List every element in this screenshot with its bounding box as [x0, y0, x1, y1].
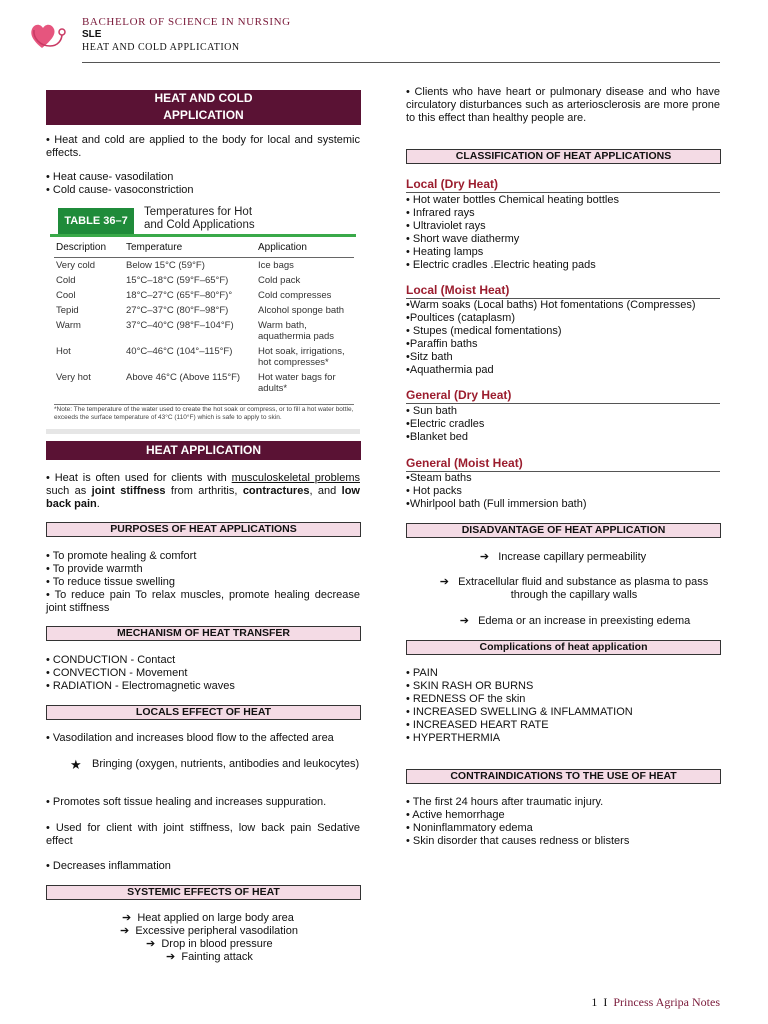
list-item: • Stupes (medical fomentations): [406, 325, 562, 337]
section-rule: [406, 403, 720, 404]
mechanism-list: [46, 654, 360, 693]
table-cell: Very hot: [56, 372, 91, 383]
list-item: • Noninflammatory edema: [406, 822, 533, 834]
table-cell: Alcohol sponge bath: [258, 305, 345, 316]
list-item: • Active hemorrhage: [406, 809, 505, 821]
table-row: [54, 288, 354, 303]
systemic-text: Fainting attack: [181, 951, 253, 963]
heat-used-part: from arthritis,: [165, 485, 243, 497]
arrow-right-icon: ➔: [166, 951, 176, 963]
list-item: •Sitz bath: [406, 351, 453, 363]
local-dry-title: Local (Dry Heat): [406, 177, 499, 191]
list-item: •Warm soaks (Local baths) Hot fomentations (Compresses): [406, 299, 696, 311]
heat-used-bold: contractures: [242, 485, 310, 497]
arrow-right-icon: ➔: [479, 551, 490, 563]
systemic-item: [166, 951, 356, 964]
systemic-text: Excessive peripheral vasodilation: [135, 925, 298, 937]
list-item: •Blanket bed: [406, 431, 468, 443]
table-cell: Warm: [56, 320, 81, 331]
table-row: [54, 258, 354, 274]
table-header: Application: [256, 238, 354, 258]
list-item: • Short wave diathermy: [406, 233, 520, 245]
list-item: • The first 24 hours after traumatic injury.: [406, 796, 604, 808]
table-row: [54, 273, 354, 288]
table-cell: Tepid: [56, 305, 79, 316]
clients-text: • Clients who have heart or pulmonary disease and who have circulatory disturbances such as arteriosclerosis are more prone to this effect than healthy people are.: [406, 86, 720, 124]
table-shadow: [46, 429, 360, 434]
page-number: 1: [591, 995, 598, 1009]
list-item: • CONVECTION - Movement: [46, 667, 188, 679]
table-cell: Cold pack: [258, 275, 301, 286]
temperature-table: [46, 204, 360, 434]
list-item: • Ultraviolet rays: [406, 220, 486, 232]
contraindications-list: [406, 796, 720, 848]
table-title: [144, 206, 255, 232]
main-title-line1: HEAT AND COLD: [154, 91, 253, 105]
general-dry-list: [406, 405, 720, 444]
heat-application-box: HEAT APPLICATION: [46, 441, 361, 460]
disadvantage-item: [406, 551, 720, 564]
local-moist-title: Local (Moist Heat): [406, 283, 510, 297]
table-cell: Cold compresses: [258, 290, 332, 301]
disadvantage-item: [428, 576, 720, 602]
table-cell: Very cold: [56, 260, 96, 271]
systemic-item: [122, 912, 362, 925]
list-item: • INCREASED HEART RATE: [406, 719, 549, 731]
list-item: • To reduce tissue swelling: [46, 576, 175, 588]
table-cell: Ice bags: [258, 260, 294, 271]
list-item: • HYPERTHERMIA: [406, 732, 501, 744]
disadvantage-header: DISADVANTAGE OF HEAT APPLICATION: [406, 523, 721, 538]
header-divider: [82, 62, 720, 63]
table-cell: Hot: [56, 346, 71, 357]
heat-used-part: , and: [309, 485, 342, 497]
table-note: *Note: The temperature of the water used to create the hot soak or compress, or to fill a hot water bottle, exceeds the surface temperature of 43°C (110°F) which is safe to apply to skin.: [54, 406, 354, 421]
disadvantage-text: Edema or an increase in preexisting edema: [478, 615, 691, 627]
table-title-line1: Temperatures for Hot: [144, 206, 253, 218]
list-item: •Poultices (cataplasm): [406, 312, 516, 324]
main-title-box: [46, 90, 361, 125]
list-item: • Heating lamps: [406, 246, 484, 258]
list-item: • INCREASED SWELLING & INFLAMMATION: [406, 706, 633, 718]
locals-header: LOCALS EFFECT OF HEAT: [46, 705, 361, 720]
table-cell: 15°C–18°C (59°F–65°F): [126, 275, 229, 286]
arrow-right-icon: ➔: [459, 615, 469, 627]
local-dry-list: [406, 194, 720, 272]
disadvantage-item: [430, 615, 720, 628]
complications-list: [406, 667, 720, 745]
table-row: [54, 370, 354, 396]
list-item: • Hot packs: [406, 485, 462, 497]
general-moist-list: [406, 472, 720, 511]
list-item: •Paraffin baths: [406, 338, 478, 350]
purposes-header: PURPOSES OF HEAT APPLICATIONS: [46, 522, 361, 537]
mechanism-header: MECHANISM OF HEAT TRANSFER: [46, 626, 361, 641]
disadvantage-text: Extracellular fluid and substance as plasma to pass through the capillary walls: [458, 576, 709, 601]
table-cell: 40°C–46°C (104°–115°F): [126, 346, 233, 357]
table-cell: Above 46°C (Above 115°F): [126, 372, 241, 383]
list-item: • Hot water bottles Chemical heating bottles: [406, 194, 619, 206]
arrow-right-icon: ➔: [439, 576, 449, 588]
list-item: • Skin disorder that causes redness or blisters: [406, 835, 630, 847]
table-row: [54, 303, 354, 318]
page-footer: [591, 996, 720, 1009]
purposes-list: [46, 550, 360, 615]
arrow-right-icon: ➔: [120, 925, 130, 937]
table-title-line2: and Cold Applications: [144, 219, 255, 231]
locals-item: • Decreases inflammation: [46, 860, 171, 872]
list-item: • SKIN RASH OR BURNS: [406, 680, 534, 692]
list-item: •Aquathermia pad: [406, 364, 494, 376]
general-dry-title: General (Dry Heat): [406, 388, 512, 402]
list-item: • Sun bath: [406, 405, 457, 417]
arrow-right-icon: ➔: [146, 938, 156, 950]
list-item: • To provide warmth: [46, 563, 143, 575]
systemic-text: Heat applied on large body area: [137, 912, 294, 924]
disadvantage-text: Increase capillary permeability: [498, 551, 647, 563]
list-item: • CONDUCTION - Contact: [46, 654, 176, 666]
list-item: •Whirlpool bath (Full immersion bath): [406, 498, 587, 510]
topic-title: HEAT AND COLD APPLICATION: [82, 42, 240, 53]
list-item: • REDNESS OF the skin: [406, 693, 526, 705]
list-item: •Steam baths: [406, 472, 472, 484]
list-item: •Electric cradles: [406, 418, 485, 430]
table-cell: Cool: [56, 290, 76, 301]
course-code: SLE: [82, 29, 102, 40]
locals-item: • Promotes soft tissue healing and increases suppuration.: [46, 796, 327, 808]
list-item: • Infrared rays: [406, 207, 475, 219]
heat-used-bold: low back pain: [46, 485, 360, 510]
table-cell: Cold: [56, 275, 76, 286]
heat-used-underline: musculoskeletal problems: [231, 472, 360, 484]
systemic-item: [146, 938, 356, 951]
locals-item: • Used for client with joint stiffness, low back pain Sedative effect: [46, 822, 360, 847]
systemic-header: SYSTEMIC EFFECTS OF HEAT: [46, 885, 361, 900]
list-item: • To reduce pain To relax muscles, promote healing decrease joint stiffness: [46, 589, 360, 614]
table-cell: Hot soak, irrigations, hot compresses*: [258, 346, 345, 368]
general-moist-title: General (Moist Heat): [406, 456, 523, 470]
table-cell: Warm bath, aquathermia pads: [258, 320, 335, 342]
table-cell: 18°C–27°C (65°F–80°F)°: [126, 290, 233, 301]
table-green-rule: [50, 234, 356, 237]
table-row: [54, 344, 354, 370]
list-item: • To promote healing & comfort: [46, 550, 197, 562]
table-header: Temperature: [124, 238, 256, 258]
temperature-table-grid: [54, 238, 354, 396]
contraindications-header: CONTRAINDICATIONS TO THE USE OF HEAT: [406, 769, 721, 784]
table-tab: TABLE 36–7: [58, 208, 134, 234]
section-rule: [406, 192, 720, 193]
cold-cause: • Cold cause- vasoconstriction: [46, 184, 194, 196]
heart-stethoscope-logo-icon: [28, 18, 68, 54]
main-title-line2: APPLICATION: [163, 108, 244, 122]
locals-item: • Vasodilation and increases blood flow to the affected area: [46, 732, 334, 744]
classification-header: CLASSIFICATION OF HEAT APPLICATIONS: [406, 149, 721, 164]
table-cell: 37°C–40°C (98°F–104°F): [126, 320, 234, 331]
heat-used-bold: joint stiffness: [91, 485, 166, 497]
table-cell: Below 15°C (59°F): [126, 260, 205, 271]
footer-separator: I: [603, 995, 608, 1009]
complications-header: Complications of heat application: [406, 640, 721, 655]
heat-used-part: such as: [46, 485, 92, 497]
heat-used-text: [46, 472, 360, 511]
table-cell: Hot water bags for adults*: [258, 372, 336, 394]
arrow-right-icon: ➔: [122, 912, 132, 924]
list-item: • Electric cradles .Electric heating pads: [406, 259, 596, 271]
list-item: • PAIN: [406, 667, 438, 679]
table-row: [54, 318, 354, 344]
locals-star-text: Bringing (oxygen, nutrients, antibodies and leukocytes): [92, 758, 360, 770]
heat-used-part: .: [96, 498, 100, 510]
local-moist-list: [406, 299, 720, 377]
star-icon: ★: [70, 757, 82, 772]
program-title: BACHELOR OF SCIENCE IN NURSING: [82, 16, 291, 28]
heat-cause: • Heat cause- vasodilation: [46, 171, 174, 183]
list-item: • RADIATION - Electromagnetic waves: [46, 680, 235, 692]
table-header: Description: [54, 238, 124, 258]
heat-used-part: • Heat is often used for clients with: [46, 472, 232, 484]
table-cell: 27°C–37°C (80°F–98°F): [126, 305, 229, 316]
footer-author: Princess Agripa Notes: [613, 995, 720, 1009]
systemic-item: [120, 925, 360, 938]
systemic-text: Drop in blood pressure: [161, 938, 273, 950]
intro-text: • Heat and cold are applied to the body for local and systemic effects.: [46, 134, 360, 159]
